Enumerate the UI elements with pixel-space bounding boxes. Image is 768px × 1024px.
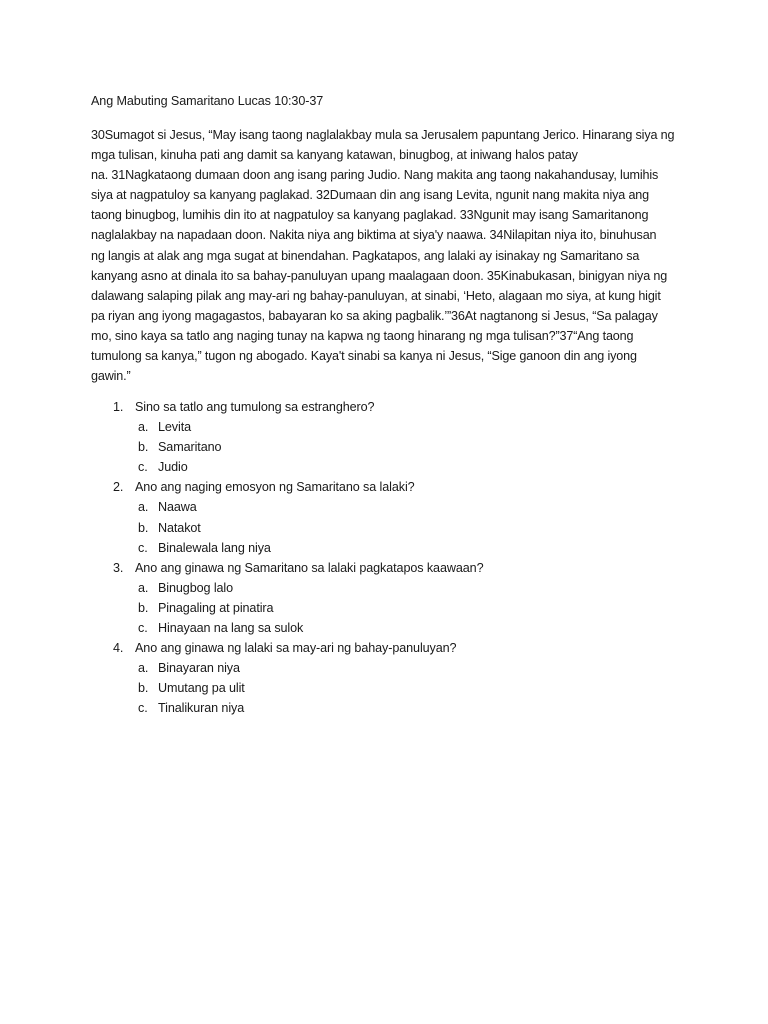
passage-line: gawin.” bbox=[91, 369, 131, 384]
choice-item bbox=[0, 417, 768, 437]
choice-text: Umutang pa ulit bbox=[158, 681, 245, 696]
choice-item bbox=[0, 497, 768, 517]
choice-text: Tinalikuran niya bbox=[158, 701, 245, 716]
choice-item bbox=[0, 538, 768, 558]
choice-letter: c. bbox=[138, 540, 148, 555]
choice-letter: a. bbox=[138, 420, 149, 435]
question-number: 2. bbox=[113, 480, 124, 495]
choice-letter: a. bbox=[138, 580, 149, 595]
choice-text: Judio bbox=[158, 460, 188, 475]
choice-text: Naawa bbox=[158, 500, 197, 515]
choice-letter: a. bbox=[138, 661, 149, 676]
choice-item bbox=[0, 658, 768, 678]
passage-line: mo, sino kaya sa tatlo ang naging tunay na kapwa ng taong hinarang ng mga tulisan?”37“Ang taong bbox=[91, 328, 634, 343]
passage-line: pa riyan ang iyong magagastos, babayaran ko sa aking pagbalik.’”36At nagtanong si Jesus, “Sa palagay bbox=[91, 308, 658, 323]
choice-item bbox=[0, 678, 768, 698]
choice-item bbox=[0, 598, 768, 618]
question-text: Ano ang ginawa ng Samaritano sa lalaki pagkatapos kaawaan? bbox=[135, 560, 484, 575]
question-item bbox=[0, 638, 768, 658]
choice-text: Binalewala lang niya bbox=[158, 540, 271, 555]
choice-letter: c. bbox=[138, 460, 148, 475]
choice-text: Natakot bbox=[158, 520, 201, 535]
question-number: 3. bbox=[113, 560, 124, 575]
choice-letter: b. bbox=[138, 600, 149, 615]
choice-item bbox=[0, 578, 768, 598]
passage-line: dalawang salaping pilak ang may-ari ng bahay-panuluyan, at sinabi, ‘Heto, alagaan mo siya, at kung higit bbox=[91, 288, 661, 303]
choice-text: Pinagaling at pinatira bbox=[158, 600, 274, 615]
choice-item bbox=[0, 698, 768, 718]
passage-line: ng langis at alak ang mga sugat at binendahan. Pagkatapos, ang lalaki ay isinakay ng Samaritano sa bbox=[91, 248, 640, 263]
choice-text: Binayaran niya bbox=[158, 661, 240, 676]
question-number: 1. bbox=[113, 400, 124, 414]
choice-letter: a. bbox=[138, 500, 149, 515]
choice-item bbox=[0, 437, 768, 457]
question-text: Sino sa tatlo ang tumulong sa estranghero? bbox=[135, 400, 375, 414]
choice-item bbox=[0, 618, 768, 638]
passage-line: tumulong sa kanya,” tugon ng abogado. Kaya't sinabi sa kanya ni Jesus, “Sige ganoon din ang iyong bbox=[91, 349, 637, 364]
choice-letter: c. bbox=[138, 621, 148, 636]
scripture-passage bbox=[91, 125, 691, 386]
choice-letter: c. bbox=[138, 701, 148, 716]
choice-letter: b. bbox=[138, 681, 149, 696]
choice-item bbox=[0, 457, 768, 477]
choice-letter: b. bbox=[138, 520, 149, 535]
question-list bbox=[0, 397, 768, 719]
question-item bbox=[0, 558, 768, 578]
choice-text: Binugbog lalo bbox=[158, 580, 234, 595]
choice-item bbox=[0, 518, 768, 538]
passage-line: naglalakbay na napadaan doon. Nakita niya ang biktima at siya'y naawa. 34Nilapitan niya ito, binuhusan bbox=[91, 228, 657, 243]
choice-text: Levita bbox=[158, 420, 192, 435]
passage-line: siya at nagpatuloy sa kanyang paglakad. 32Dumaan din ang isang Levita, ngunit nang makita niya ang bbox=[91, 188, 650, 203]
choice-text: Samaritano bbox=[158, 440, 222, 455]
choice-text: Hinayaan na lang sa sulok bbox=[158, 621, 304, 636]
question-text: Ano ang ginawa ng lalaki sa may-ari ng bahay-panuluyan? bbox=[135, 641, 457, 656]
passage-line: mga tulisan, kinuha pati ang damit sa kanyang katawan, binugbog, at iniwang halos patay bbox=[91, 148, 578, 163]
document-title: Ang Mabuting Samaritano Lucas 10:30-37 bbox=[91, 94, 324, 108]
passage-line: 30Sumagot si Jesus, “May isang taong naglalakbay mula sa Jerusalem papuntang Jerico. Hinarang siya ng bbox=[91, 128, 675, 142]
question-number: 4. bbox=[113, 641, 124, 656]
passage-line: kanyang asno at dinala ito sa bahay-panuluyan upang maalagaan doon. 35Kinabukasan, binigyan niya ng bbox=[91, 268, 668, 283]
passage-line: taong binugbog, lumihis din ito at nagpatuloy sa kanyang paglakad. 33Ngunit may isang Samaritanong bbox=[91, 208, 649, 223]
question-item bbox=[0, 477, 768, 497]
passage-line: na. 31Nagkataong dumaan doon ang isang paring Judio. Nang makita ang taong nakahandusay, lumihis bbox=[91, 168, 659, 183]
question-text: Ano ang naging emosyon ng Samaritano sa lalaki? bbox=[135, 480, 415, 495]
question-item bbox=[0, 397, 768, 417]
choice-letter: b. bbox=[138, 440, 149, 455]
